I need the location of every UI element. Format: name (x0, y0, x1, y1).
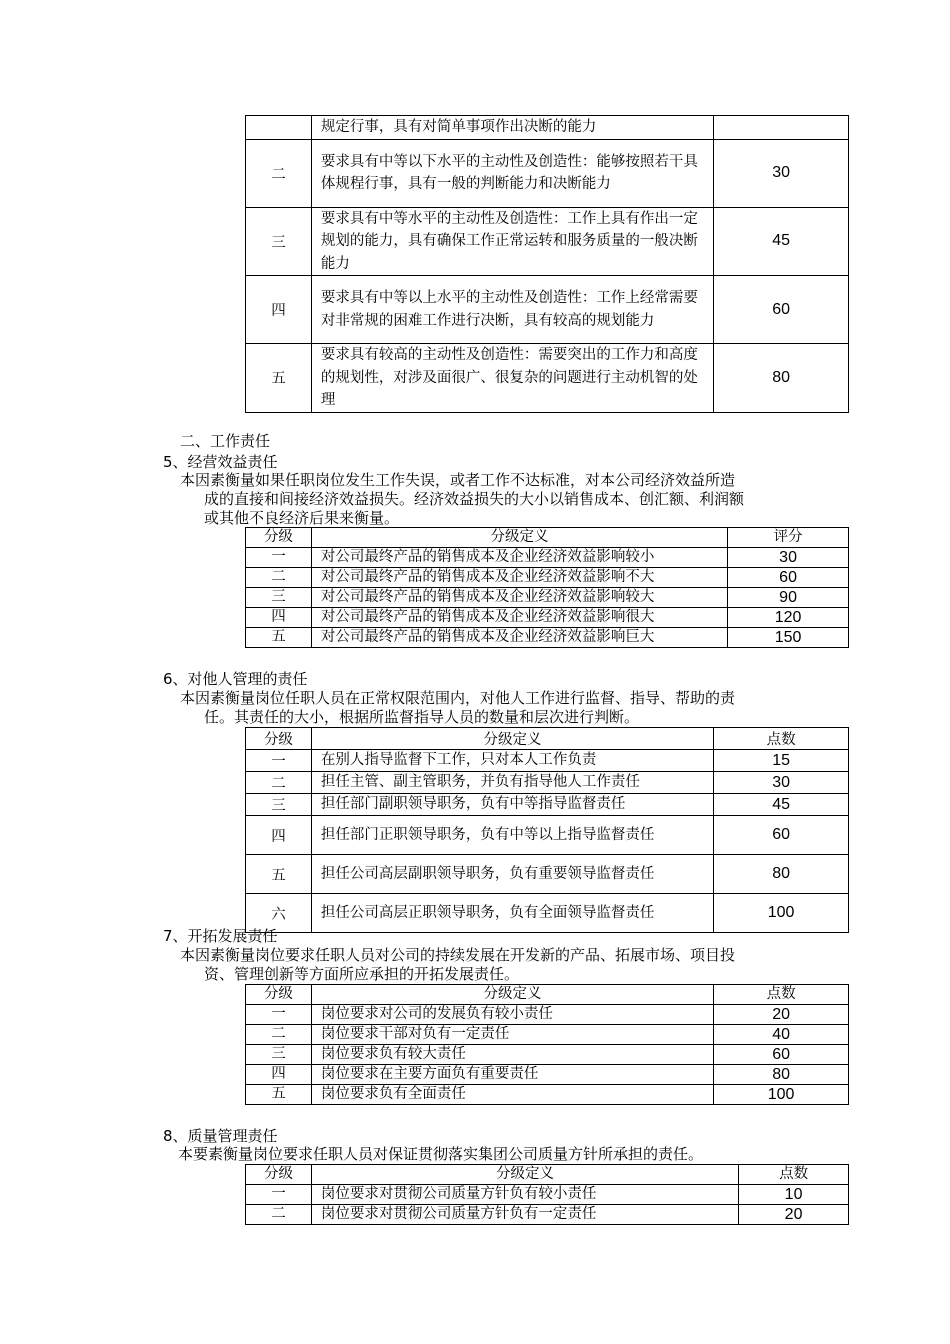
header-definition: 分级定义 (311, 1165, 738, 1185)
table-row (246, 1025, 849, 1045)
level-cell: 一 (246, 1185, 312, 1205)
level-cell: 一 (246, 750, 312, 772)
definition-cell: 要求具有中等以下水平的主动性及创造性：能够按照若干具体规程行事，具有一般的判断能力和决断能力 (311, 139, 713, 207)
score-cell: 120 (728, 608, 849, 628)
score-cell: 100 (714, 1085, 849, 1105)
score-cell: 20 (714, 1005, 849, 1025)
table-header-row (246, 728, 849, 750)
table-row (246, 1185, 849, 1205)
definition-cell: 担任部门正职领导职务，负有中等以上指导监督责任 (311, 816, 713, 855)
s5-paragraph-line3: 或其他不良经济后果来衡量。 (204, 509, 400, 527)
table-row (246, 568, 849, 588)
header-level: 分级 (246, 1165, 312, 1185)
level-cell: 二 (246, 139, 312, 207)
table-row (246, 344, 849, 413)
definition-cell: 岗位要求对公司的发展负有较小责任 (311, 1005, 713, 1025)
header-level: 分级 (246, 528, 312, 548)
section-heading: 二、工作责任 (180, 432, 271, 450)
s6-paragraph-line1: 本因素衡量岗位任职人员在正常权限范围内，对他人工作进行监督、指导、帮助的责 (180, 689, 736, 707)
level-cell: 二 (246, 772, 312, 794)
top-level-table (245, 115, 849, 413)
definition-cell: 要求具有中等水平的主动性及创造性：工作上具有作出一定规划的能力，具有确保工作正常运转和服务质量的一般决断能力 (311, 207, 713, 276)
definition-cell: 担任公司高层副职领导职务，负有重要领导监督责任 (311, 855, 713, 894)
table-row (246, 772, 849, 794)
score-cell: 45 (714, 794, 849, 816)
definition-cell: 对公司最终产品的销售成本及企业经济效益影响不大 (311, 568, 727, 588)
definition-cell: 担任部门副职领导职务，负有中等指导监督责任 (311, 794, 713, 816)
definition-cell: 岗位要求对贯彻公司质量方针负有一定责任 (311, 1205, 738, 1225)
s8-table (245, 1164, 849, 1225)
definition-cell: 要求具有较高的主动性及创造性：需要突出的工作力和高度的规划性，对涉及面很广、很复杂的问题进行主动机智的处理 (311, 344, 713, 413)
definition-cell: 岗位要求负有较大责任 (311, 1045, 713, 1065)
score-cell: 30 (714, 139, 849, 207)
table-row (246, 855, 849, 894)
score-cell: 60 (714, 816, 849, 855)
level-cell: 三 (246, 588, 312, 608)
s7-table (245, 984, 849, 1105)
table-row (246, 628, 849, 648)
score-cell: 80 (714, 855, 849, 894)
level-cell: 四 (246, 816, 312, 855)
s6-paragraph-line2: 任。其责任的大小，根据所监督指导人员的数量和层次进行判断。 (204, 708, 640, 726)
header-score: 评分 (728, 528, 849, 548)
header-level: 分级 (246, 728, 312, 750)
s8-paragraph-line1: 本要素衡量岗位要求任职人员对保证贯彻落实集团公司质量方针所承担的责任。 (178, 1145, 704, 1163)
definition-cell: 对公司最终产品的销售成本及企业经济效益影响很大 (311, 608, 727, 628)
s6-table (245, 727, 849, 933)
table-row (246, 794, 849, 816)
table-row (246, 816, 849, 855)
s7-paragraph-line1: 本因素衡量岗位要求任职人员对公司的持续发展在开发新的产品、拓展市场、项目投 (180, 946, 736, 964)
score-cell: 60 (714, 1045, 849, 1065)
definition-cell: 规定行事，具有对简单事项作出决断的能力 (311, 116, 713, 140)
level-cell: 四 (246, 1065, 312, 1085)
table-row (246, 116, 849, 140)
s5-table (245, 527, 849, 648)
table-header-row (246, 528, 849, 548)
s8-title: 8、质量管理责任 (163, 1127, 278, 1145)
s5-title: 5、经营效益责任 (163, 453, 278, 471)
definition-cell: 岗位要求对贯彻公司质量方针负有较小责任 (311, 1185, 738, 1205)
score-cell: 60 (728, 568, 849, 588)
score-cell (714, 116, 849, 140)
s6-title: 6、对他人管理的责任 (163, 670, 308, 688)
definition-cell: 要求具有中等以上水平的主动性及创造性：工作上经常需要对非常规的困难工作进行决断，具有较高的规划能力 (311, 276, 713, 344)
level-cell: 三 (246, 794, 312, 816)
level-cell: 一 (246, 1005, 312, 1025)
score-cell: 150 (728, 628, 849, 648)
table-row (246, 207, 849, 276)
level-cell: 一 (246, 548, 312, 568)
level-cell: 五 (246, 344, 312, 413)
score-cell: 40 (714, 1025, 849, 1045)
score-cell: 80 (714, 1065, 849, 1085)
score-cell: 80 (714, 344, 849, 413)
score-cell: 45 (714, 207, 849, 276)
header-level: 分级 (246, 985, 312, 1005)
definition-cell: 在别人指导监督下工作，只对本人工作负责 (311, 750, 713, 772)
table-row (246, 1005, 849, 1025)
table-row (246, 894, 849, 933)
level-cell (246, 116, 312, 140)
table-row (246, 588, 849, 608)
header-score: 点数 (714, 985, 849, 1005)
table-row (246, 139, 849, 207)
definition-cell: 对公司最终产品的销售成本及企业经济效益影响较大 (311, 588, 727, 608)
s5-paragraph-line2: 成的直接和间接经济效益损失。经济效益损失的大小以销售成本、创汇额、利润额 (204, 490, 745, 508)
score-cell: 90 (728, 588, 849, 608)
score-cell: 30 (728, 548, 849, 568)
definition-cell: 担任公司高层正职领导职务，负有全面领导监督责任 (311, 894, 713, 933)
level-cell: 二 (246, 568, 312, 588)
header-score: 点数 (739, 1165, 849, 1185)
score-cell: 15 (714, 750, 849, 772)
table-row (246, 1205, 849, 1225)
table-row (246, 750, 849, 772)
level-cell: 四 (246, 276, 312, 344)
level-cell: 五 (246, 1085, 312, 1105)
score-cell: 10 (739, 1185, 849, 1205)
definition-cell: 岗位要求负有全面责任 (311, 1085, 713, 1105)
definition-cell: 对公司最终产品的销售成本及企业经济效益影响较小 (311, 548, 727, 568)
definition-cell: 担任主管、副主管职务，并负有指导他人工作责任 (311, 772, 713, 794)
header-definition: 分级定义 (311, 985, 713, 1005)
level-cell: 四 (246, 608, 312, 628)
level-cell: 五 (246, 628, 312, 648)
score-cell: 30 (714, 772, 849, 794)
s7-title: 7、开拓发展责任 (163, 927, 278, 945)
definition-cell: 岗位要求在主要方面负有重要责任 (311, 1065, 713, 1085)
header-definition: 分级定义 (311, 528, 727, 548)
table-row (246, 276, 849, 344)
score-cell: 100 (714, 894, 849, 933)
header-score: 点数 (714, 728, 849, 750)
table-row (246, 1065, 849, 1085)
table-row (246, 548, 849, 568)
definition-cell: 岗位要求干部对负有一定责任 (311, 1025, 713, 1045)
level-cell: 三 (246, 207, 312, 276)
level-cell: 五 (246, 855, 312, 894)
table-row (246, 1045, 849, 1065)
s7-paragraph-line2: 资、管理创新等方面所应承担的开拓发展责任。 (204, 965, 520, 983)
level-cell: 二 (246, 1205, 312, 1225)
s5-paragraph-line1: 本因素衡量如果任职岗位发生工作失误，或者工作不达标准，对本公司经济效益所造 (180, 471, 736, 489)
score-cell: 60 (714, 276, 849, 344)
header-definition: 分级定义 (311, 728, 713, 750)
definition-cell: 对公司最终产品的销售成本及企业经济效益影响巨大 (311, 628, 727, 648)
table-row (246, 608, 849, 628)
table-header-row (246, 1165, 849, 1185)
level-cell: 二 (246, 1025, 312, 1045)
score-cell: 20 (739, 1205, 849, 1225)
level-cell: 三 (246, 1045, 312, 1065)
table-header-row (246, 985, 849, 1005)
level-cell: 六 (246, 894, 312, 933)
table-row (246, 1085, 849, 1105)
